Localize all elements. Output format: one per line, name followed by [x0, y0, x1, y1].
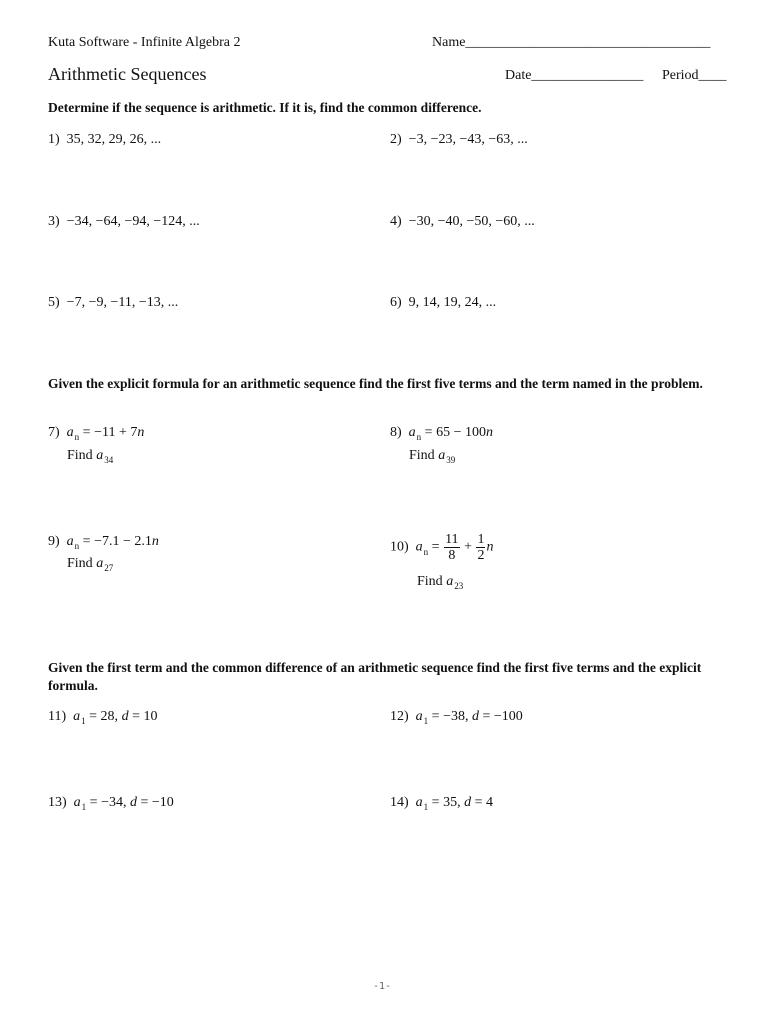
difference-var: d	[121, 709, 129, 724]
section1-instruction: Determine if the sequence is arithmetic. If it is, find the common difference.	[48, 100, 482, 115]
find-var: a	[446, 574, 454, 589]
find-term-7	[67, 448, 113, 464]
formula-n: n	[486, 539, 494, 555]
find-var: a	[96, 556, 104, 571]
problem-10	[390, 532, 493, 563]
difference-value: = −100	[478, 709, 523, 724]
date-field: Date________________	[505, 68, 644, 83]
problem-number: 3)	[48, 214, 60, 229]
problem-1	[48, 132, 161, 148]
find-var: a	[96, 448, 104, 463]
formula-n: n	[137, 425, 145, 440]
problem-sequence: −30, −40, −50, −60, ...	[408, 214, 535, 229]
name-field: Name___________________________________	[432, 35, 711, 50]
problem-5	[48, 295, 178, 311]
find-term-8	[409, 448, 455, 464]
first-term-sub: 1	[423, 802, 429, 812]
problem-sequence: −3, −23, −43, −63, ...	[408, 132, 528, 147]
formula-n: n	[151, 534, 159, 549]
first-term-value: = −34,	[86, 795, 130, 810]
formula-rhs: = −7.1 − 2.1	[79, 534, 152, 549]
find-var: a	[438, 448, 446, 463]
fraction-numerator: 1	[477, 532, 485, 547]
problem-number: 6)	[390, 295, 402, 310]
first-term-value: = 28,	[85, 709, 122, 724]
problem-sequence: 9, 14, 19, 24, ...	[408, 295, 497, 310]
problem-11	[48, 709, 157, 725]
first-term-sub: 1	[81, 716, 86, 726]
formula-equals: =	[428, 539, 444, 555]
find-sub: 27	[104, 563, 114, 573]
problem-number: 2)	[390, 132, 402, 147]
publisher-label: Kuta Software - Infinite Algebra 2	[48, 35, 241, 50]
find-sub: 23	[454, 581, 464, 591]
problem-number: 8)	[390, 425, 402, 440]
formula-sub: n	[74, 432, 80, 442]
find-label: Find	[409, 448, 435, 463]
problem-number: 4)	[390, 214, 402, 229]
formula-rhs: = −11 + 7	[79, 425, 138, 440]
formula-sub: n	[416, 432, 422, 442]
problem-sequence: −7, −9, −11, −13, ...	[66, 295, 179, 310]
problem-number: 13)	[48, 795, 67, 810]
fraction-1-2	[476, 532, 485, 563]
problem-12	[390, 709, 523, 725]
problem-sequence: 35, 32, 29, 26, ...	[66, 132, 162, 147]
section2-instruction: Given the explicit formula for an arithmetic sequence find the first five terms and the term named in the problem.	[48, 376, 703, 391]
first-term-var: a	[73, 795, 81, 810]
problem-number: 10)	[390, 539, 409, 555]
problem-number: 11)	[48, 709, 67, 724]
formula-rhs: = 65 − 100	[421, 425, 486, 440]
first-term-value: = −38,	[428, 709, 472, 724]
problem-7	[48, 425, 144, 441]
find-term-9	[67, 556, 113, 572]
problem-9	[48, 534, 159, 550]
period-field: Period____	[662, 68, 727, 83]
fraction-numerator: 11	[445, 532, 459, 547]
problem-number: 1)	[48, 132, 60, 147]
fraction-denominator: 2	[477, 548, 485, 563]
formula-var: a	[66, 425, 74, 440]
problem-sequence: −34, −64, −94, −124, ...	[66, 214, 200, 229]
problem-3	[48, 214, 200, 230]
formula-var: a	[408, 425, 416, 440]
problem-number: 5)	[48, 295, 60, 310]
difference-var: d	[471, 709, 479, 724]
formula-var: a	[415, 539, 423, 555]
find-sub: 34	[104, 455, 114, 465]
formula-sub: n	[423, 546, 429, 557]
problem-number: 12)	[390, 709, 409, 724]
problem-number: 14)	[390, 795, 409, 810]
first-term-var: a	[415, 709, 423, 724]
problem-number: 9)	[48, 534, 60, 549]
first-term-sub: 1	[423, 716, 429, 726]
problem-14	[390, 795, 493, 811]
problem-6	[390, 295, 496, 311]
formula-var: a	[66, 534, 74, 549]
first-term-sub: 1	[81, 802, 87, 812]
formula-plus: +	[460, 539, 476, 555]
first-term-value: = 35,	[428, 795, 465, 810]
find-sub: 39	[446, 455, 456, 465]
find-label: Find	[417, 574, 443, 589]
first-term-var: a	[73, 709, 81, 724]
page-number: -1-	[373, 981, 392, 992]
first-term-var: a	[415, 795, 423, 810]
find-term-10	[417, 574, 463, 590]
section3-instruction: Given the first term and the common difference of an arithmetic sequence find the first five terms and the explicit formula.	[48, 660, 702, 693]
problem-13	[48, 795, 174, 811]
fraction-11-8	[444, 532, 459, 563]
difference-var: d	[464, 795, 472, 810]
formula-sub: n	[74, 541, 80, 551]
problem-8	[390, 425, 493, 441]
problem-number: 7)	[48, 425, 60, 440]
formula-n: n	[485, 425, 493, 440]
difference-value: = 10	[128, 709, 158, 724]
problem-2	[390, 132, 528, 148]
find-label: Find	[67, 556, 93, 571]
page-title: Arithmetic Sequences	[48, 64, 207, 84]
difference-var: d	[129, 795, 137, 810]
fraction-denominator: 8	[448, 548, 456, 563]
difference-value: = 4	[471, 795, 493, 810]
problem-4	[390, 214, 535, 230]
find-label: Find	[67, 448, 93, 463]
difference-value: = −10	[136, 795, 174, 810]
